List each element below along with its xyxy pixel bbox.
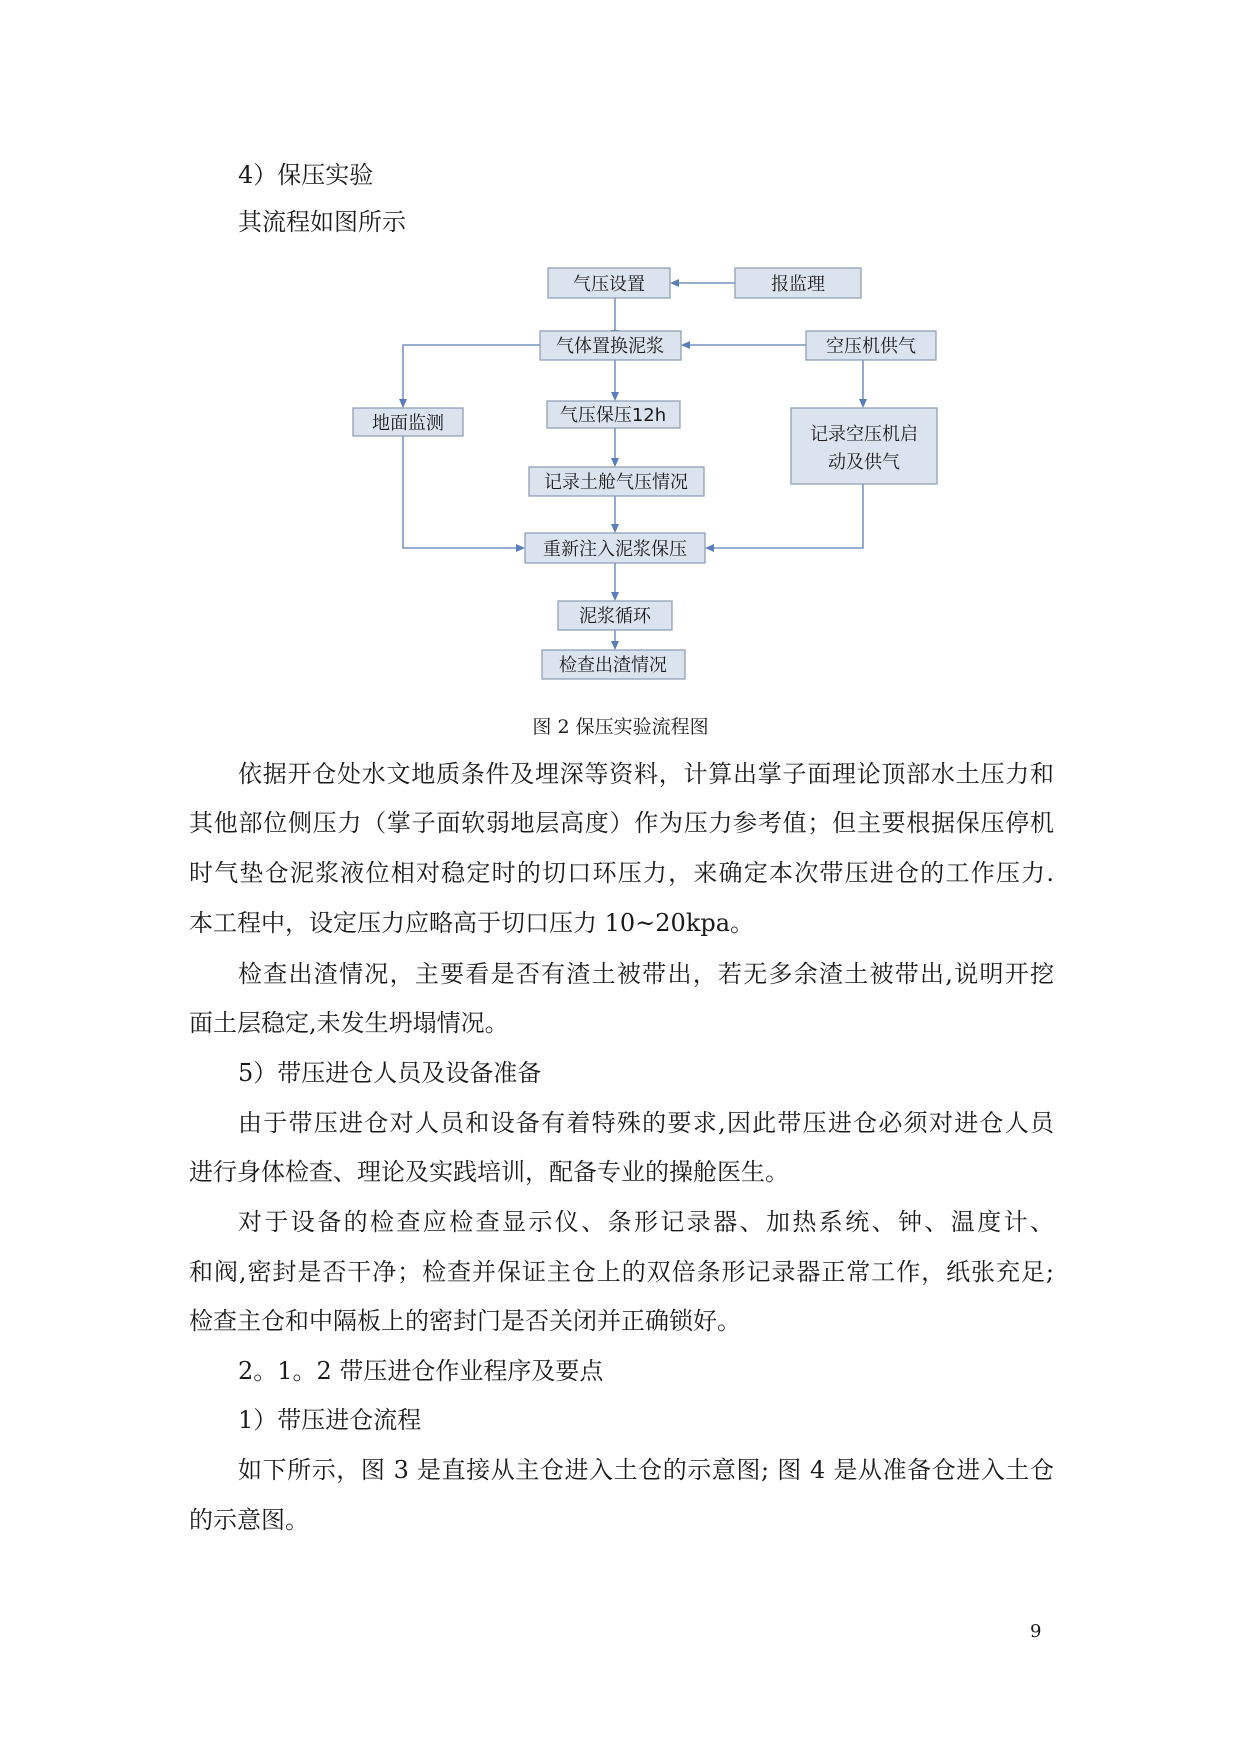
- node-slurry-cycle: [558, 601, 672, 630]
- node-pressure-setting: [548, 268, 670, 298]
- svg-text:地面监测: 地面监测: [372, 413, 444, 434]
- para1-line1: 依据开仓处水文地质条件及埋深等资料，计算出掌子面理论顶部水土压力和: [238, 760, 1054, 788]
- svg-text:检查出渣情况: 检查出渣情况: [559, 655, 667, 676]
- para1-line4: 本工程中，设定压力应略高于切口压力 10~20kpa。: [189, 909, 755, 937]
- para1-line3: 时气垫仓泥浆液位相对稳定时的切口环压力，来确定本次带压进仓的工作压力.: [189, 859, 1054, 887]
- para3-line2: 进行身体检查、理论及实践培训，配备专业的操舱医生。: [189, 1158, 789, 1186]
- svg-text:泥浆循环: 泥浆循环: [579, 606, 651, 627]
- para1-line2: 其他部位侧压力（掌子面软弱地层高度）作为压力参考值；但主要根据保压停机: [189, 809, 1054, 837]
- node-record-soil-cabin: [529, 467, 704, 496]
- node-check-slag: [542, 650, 685, 679]
- svg-text:记录空压机启: 记录空压机启: [810, 424, 918, 445]
- svg-text:气压保压12h: 气压保压12h: [559, 405, 667, 426]
- pressure-test-flowchart: [330, 258, 950, 698]
- flow-intro-text: 其流程如图所示: [238, 208, 406, 236]
- figure-caption: 图 2 保压实验流程图: [532, 716, 709, 738]
- svg-text:气压设置: 气压设置: [573, 274, 645, 295]
- node-compressor-supply: [806, 331, 936, 360]
- svg-text:记录土舱气压情况: 记录土舱气压情况: [544, 472, 688, 493]
- node-report-supervisor: [735, 268, 861, 298]
- heading-personnel-equipment: 5）带压进仓人员及设备准备: [238, 1059, 542, 1087]
- para2-line1: 检查出渣情况，主要看是否有渣土被带出，若无多余渣土被带出,说明开挖: [238, 960, 1054, 988]
- heading-entry-process: 1）带压进仓流程: [238, 1406, 422, 1434]
- node-record-compressor: [791, 408, 937, 484]
- svg-text:动及供气: 动及供气: [828, 452, 900, 473]
- node-reinject-slurry: [525, 533, 705, 563]
- para2-line2: 面土层稳定,未发生坍塌情况。: [189, 1009, 509, 1037]
- heading-pressure-test: 4）保压实验: [238, 161, 374, 189]
- para5-line2: 的示意图。: [189, 1506, 309, 1534]
- node-pressure-hold-12h: [547, 401, 680, 428]
- svg-text:气体置换泥浆: 气体置换泥浆: [556, 336, 664, 357]
- para4-line2: 和阀,密封是否干净；检查并保证主仓上的双倍条形记录器正常工作，纸张充足;: [189, 1258, 1054, 1286]
- para3-line1: 由于带压进仓对人员和设备有着特殊的要求,因此带压进仓必须对进仓人员: [238, 1109, 1054, 1137]
- para4-line3: 检查主仓和中隔板上的密封门是否关闭并正确锁好。: [189, 1307, 741, 1335]
- para4-line1: 对于设备的检查应检查显示仪、条形记录器、加热系统、钟、温度计、: [238, 1208, 1054, 1236]
- svg-text:报监理: 报监理: [771, 274, 825, 295]
- section-heading-212: 2。1。2 带压进仓作业程序及要点: [238, 1357, 604, 1385]
- node-ground-monitoring: [353, 408, 463, 436]
- svg-text:重新注入泥浆保压: 重新注入泥浆保压: [543, 539, 687, 560]
- node-gas-replace-slurry: [540, 331, 681, 360]
- page-number: 9: [1030, 1621, 1042, 1642]
- para5-line1: 如下所示，图 3 是直接从主仓进入土仓的示意图; 图 4 是从准备仓进入土仓: [238, 1456, 1054, 1484]
- svg-text:空压机供气: 空压机供气: [826, 336, 916, 357]
